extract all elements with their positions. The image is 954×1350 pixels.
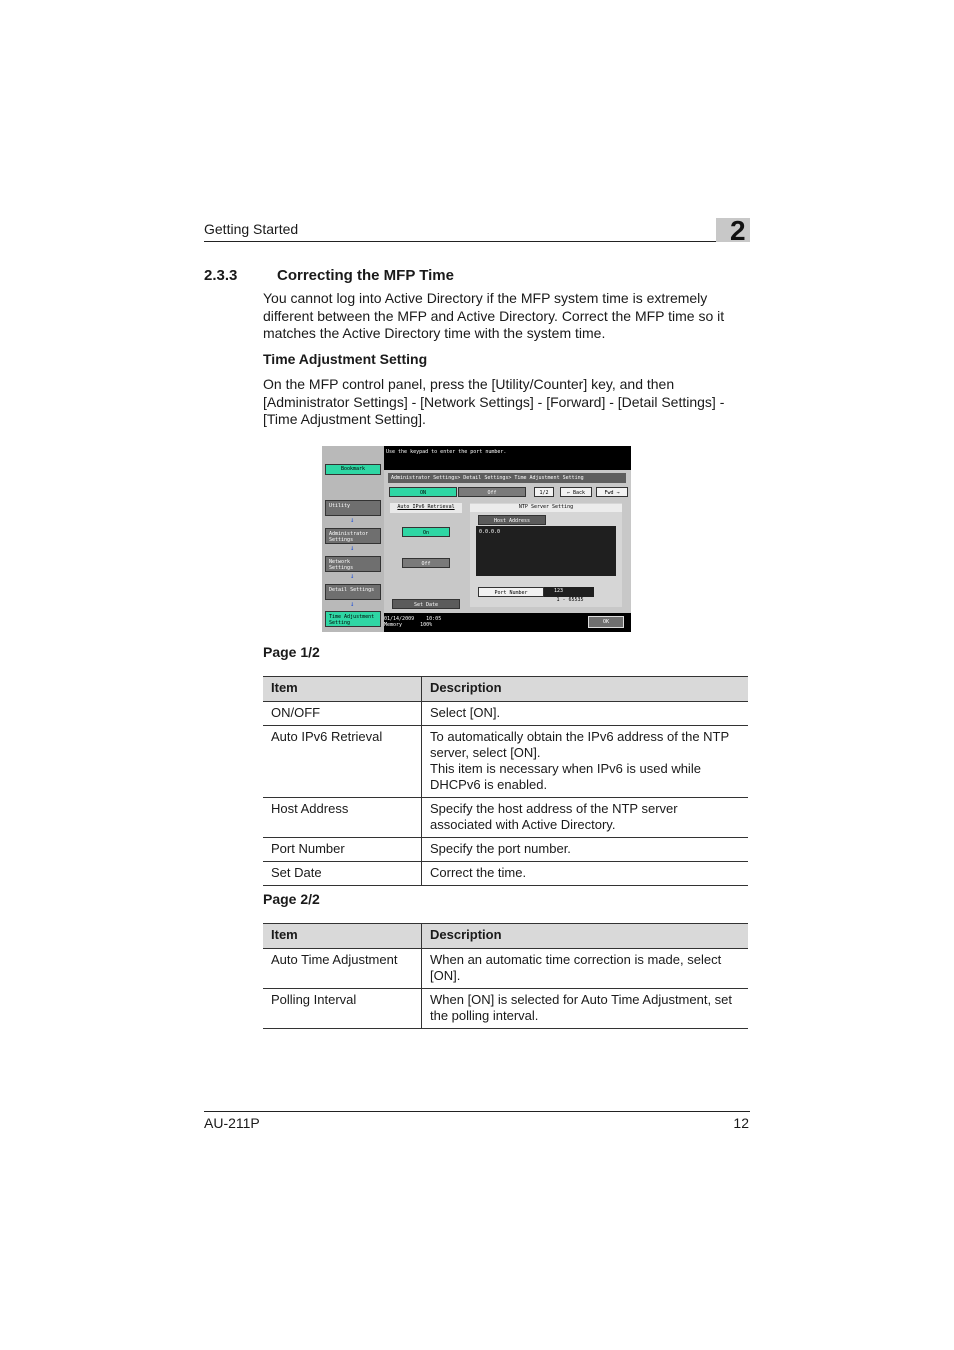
column-header: Item [263, 677, 422, 702]
page1-label: Page 1/2 [263, 644, 320, 660]
item-cell: ON/OFF [263, 702, 422, 726]
page1-table [263, 676, 748, 886]
item-cell: Port Number [263, 838, 422, 862]
page2-table [263, 923, 748, 1029]
description-cell: When [ON] is selected for Auto Time Adjustment, set the polling interval. [422, 989, 749, 1029]
network-settings-button[interactable]: Network Settings [325, 556, 381, 572]
auto-ipv6-on-button[interactable]: On [402, 527, 450, 537]
subheading: Time Adjustment Setting [263, 351, 428, 367]
table-row [263, 949, 748, 989]
auto-ipv6-header [390, 503, 462, 513]
forward-button[interactable] [596, 487, 628, 497]
header-section-title: Getting Started [204, 221, 299, 237]
page-indicator: 1/2 [534, 487, 554, 497]
description-cell: Specify the port number. [422, 838, 749, 862]
table-header-row [263, 677, 748, 702]
table-row [263, 726, 748, 798]
header-rule [204, 241, 750, 242]
off-button[interactable]: Off [458, 487, 526, 497]
ok-button[interactable]: OK [588, 616, 624, 628]
footer-model: AU-211P [204, 1115, 260, 1131]
description-cell: To automatically obtain the IPv6 address of the NTP server, select [ON]. This item is necessary when IPv6 is used while DHCPv6 is enabled. [422, 726, 749, 798]
auto-ipv6-off-button[interactable]: Off [402, 558, 450, 568]
utility-button[interactable]: Utility [325, 500, 381, 516]
mfp-screen [322, 446, 631, 632]
table-row [263, 798, 748, 838]
time-adjustment-setting-button[interactable]: Time Adjustment Setting [325, 611, 381, 627]
administrator-settings-button[interactable]: Administrator Settings [325, 528, 381, 544]
mfp-sidebar [322, 446, 384, 632]
down-arrow-icon: ↓ [350, 516, 355, 524]
detail-settings-button[interactable]: Detail Settings [325, 584, 381, 600]
down-arrow-icon: ↓ [350, 600, 355, 608]
description-cell: Select [ON]. [422, 702, 749, 726]
settings-panel [384, 470, 631, 613]
column-header: Description [422, 677, 749, 702]
status-date: 01/14/2009 [384, 616, 415, 622]
item-cell: Host Address [263, 798, 422, 838]
column-header: Description [422, 924, 749, 949]
description-cell: Correct the time. [422, 862, 749, 886]
footer-page-number: 12 [733, 1115, 749, 1131]
ntp-server-label: NTP Server Setting [470, 504, 622, 512]
table-header-row [263, 924, 748, 949]
back-label: Back [572, 490, 586, 496]
port-number-field[interactable]: 123 [544, 587, 594, 597]
item-cell: Polling Interval [263, 989, 422, 1029]
item-cell: Auto Time Adjustment [263, 949, 422, 989]
host-address-button[interactable]: Host Address [478, 515, 546, 525]
table-row [263, 989, 748, 1029]
section-title: Correcting the MFP Time [277, 267, 454, 284]
status-time: 10:05 [426, 616, 442, 622]
host-address-field[interactable]: 0.0.0.0 [476, 526, 616, 576]
port-range-label: 1 - 65535 [556, 597, 584, 603]
auto-ipv6-label: Auto IPv6 Retrieval [397, 504, 455, 510]
column-header: Item [263, 924, 422, 949]
table-row [263, 838, 748, 862]
forward-label: Fwd [604, 490, 614, 496]
table-row [263, 862, 748, 886]
screen-message: Use the keypad to enter the port number. [386, 449, 507, 455]
instructions-paragraph: On the MFP control panel, press the [Utility/Counter] key, and then [Administrator Settings] - [Network Settings] - [Forward] - [Detail Settings] - [Time Adjustment Setting]. [263, 376, 725, 428]
bookmark-button[interactable]: Bookmark [325, 464, 381, 475]
set-date-button[interactable]: Set Date [392, 599, 460, 609]
status-bar [384, 616, 441, 628]
screen-breadcrumb: Administrator Settings> Detail Settings> Time Adjustment Setting [388, 473, 626, 483]
on-button[interactable]: ON [389, 487, 457, 497]
right-arrow-icon: → [613, 490, 620, 496]
port-number-label: Port Number [478, 587, 544, 597]
description-cell: When an automatic time correction is made, select [ON]. [422, 949, 749, 989]
down-arrow-icon: ↓ [350, 572, 355, 580]
memory-value: 100% [420, 622, 433, 628]
page2-label: Page 2/2 [263, 891, 320, 907]
intro-paragraph: You cannot log into Active Directory if the MFP system time is extremely different between the MFP and Active Directory. Correct the MFP time so it matches the Active Directory time with the system time. [263, 290, 725, 342]
down-arrow-icon: ↓ [350, 544, 355, 552]
memory-label: Memory [384, 622, 403, 628]
table-row [263, 702, 748, 726]
chapter-number: 2 [730, 215, 746, 246]
description-cell: Specify the host address of the NTP server associated with Active Directory. [422, 798, 749, 838]
left-arrow-icon: ← [566, 490, 573, 496]
section-number: 2.3.3 [204, 267, 238, 284]
footer-rule [204, 1111, 750, 1112]
item-cell: Set Date [263, 862, 422, 886]
item-cell: Auto IPv6 Retrieval [263, 726, 422, 798]
back-button[interactable] [560, 487, 592, 497]
